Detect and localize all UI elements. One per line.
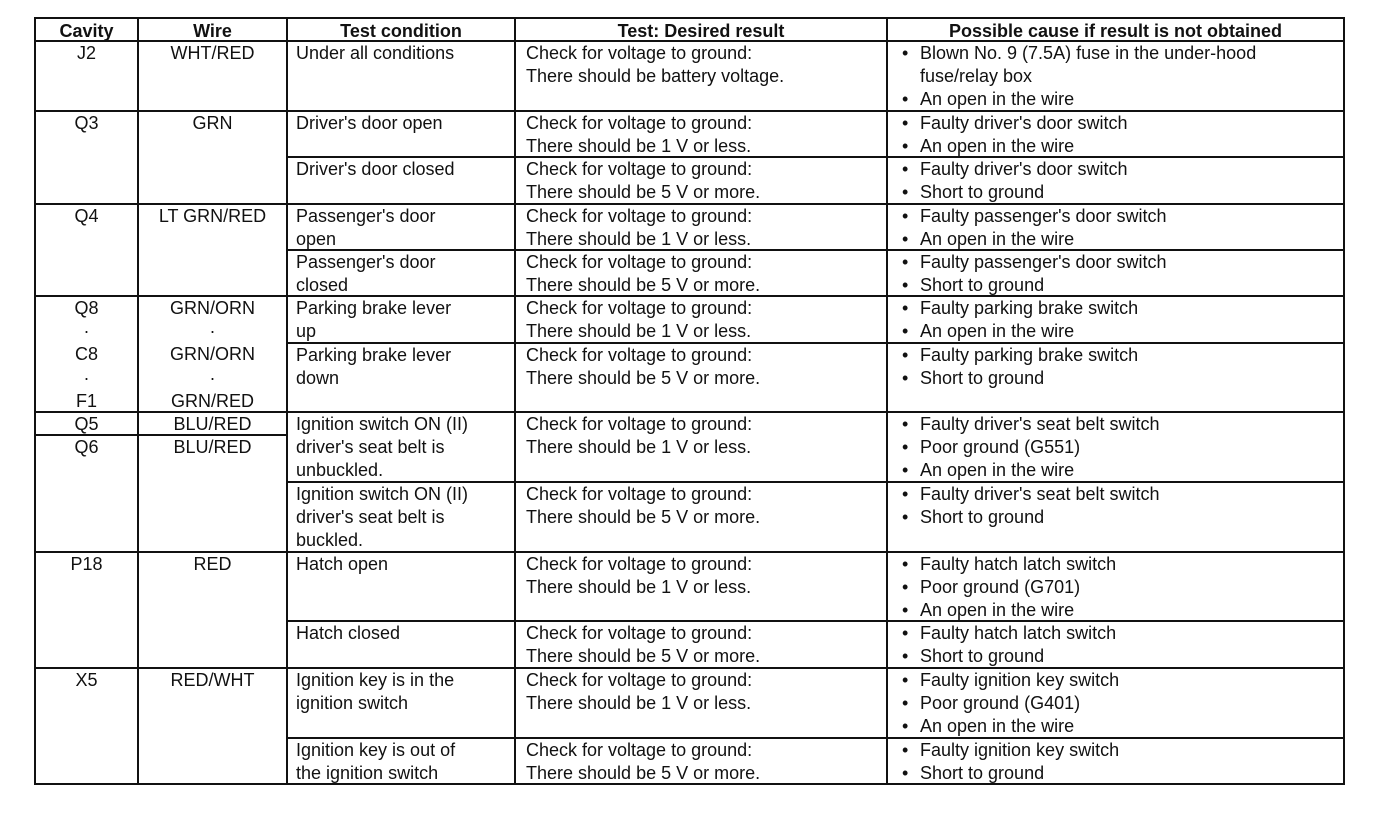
result-line: There should be 5 V or more. <box>526 507 761 528</box>
result-cell <box>526 553 752 599</box>
cause-text: An open in the wire <box>920 716 1075 737</box>
bullet-icon: • <box>902 298 909 318</box>
cause-text: Poor ground (G551) <box>920 437 1081 458</box>
cause-text: Faulty driver's door switch <box>920 113 1128 133</box>
cause-text: Short to ground <box>920 182 1045 203</box>
condition-line: Driver's door closed <box>296 159 455 179</box>
cause-text: Faulty parking brake switch <box>920 298 1139 318</box>
condition-cell <box>296 297 451 343</box>
bullet-icon: • <box>902 321 909 342</box>
cause-item <box>902 436 1160 459</box>
wire-line: GRN/RED <box>170 390 254 411</box>
result-line: Check for voltage to ground: <box>526 113 753 133</box>
cause-list <box>902 483 1160 529</box>
cavity-line: P18 <box>70 554 103 574</box>
condition-line: Hatch closed <box>296 623 401 643</box>
condition-cell <box>296 251 436 297</box>
bullet-icon: • <box>902 345 909 365</box>
cause-item <box>902 762 1119 785</box>
cause-text: Short to ground <box>920 368 1045 389</box>
cause-list <box>902 553 1116 623</box>
cavity-line: J2 <box>76 43 96 63</box>
header-wire: Wire <box>193 21 232 41</box>
result-line: There should be 5 V or more. <box>526 368 761 389</box>
cause-list <box>902 413 1160 483</box>
cause-list <box>902 297 1138 343</box>
condition-cell <box>296 553 388 576</box>
cause-item <box>902 65 1256 88</box>
bullet-icon: • <box>902 437 909 458</box>
result-line: There should be 5 V or more. <box>526 646 761 667</box>
bullet-icon: • <box>902 554 909 574</box>
cause-text: Faulty parking brake switch <box>920 345 1139 365</box>
header-test-condition: Test condition <box>340 21 462 41</box>
wire-cell <box>139 42 286 65</box>
bullet-icon: • <box>902 577 909 598</box>
cause-text: Short to ground <box>920 275 1045 296</box>
result-cell <box>526 251 760 297</box>
condition-cell <box>296 483 468 553</box>
condition-cell <box>296 669 454 715</box>
wire-cell <box>139 413 286 459</box>
cause-list <box>902 739 1119 785</box>
cause-item <box>902 181 1128 204</box>
result-line: Check for voltage to ground: <box>526 43 753 63</box>
cause-item <box>902 692 1119 715</box>
cause-text: Short to ground <box>920 507 1045 528</box>
condition-line: driver's seat belt is <box>296 437 445 458</box>
cavity-line: Q8 <box>74 298 99 318</box>
bullet-icon: • <box>902 716 909 737</box>
cause-list <box>902 42 1256 112</box>
result-line: There should be 5 V or more. <box>526 763 761 784</box>
rule-bottom <box>34 783 1345 785</box>
condition-cell <box>296 112 443 135</box>
cause-item <box>902 88 1256 111</box>
cause-item <box>902 483 1160 506</box>
condition-cell <box>296 42 454 65</box>
bullet-icon: • <box>902 252 909 272</box>
cavity-line: · <box>83 321 90 342</box>
wire-cell <box>139 553 286 576</box>
condition-cell <box>296 344 451 390</box>
cause-text: An open in the wire <box>920 600 1075 621</box>
cavity-line: Q4 <box>74 206 99 226</box>
condition-line: driver's seat belt is <box>296 507 445 528</box>
condition-line: Parking brake lever <box>296 345 452 365</box>
rule-subrow <box>286 249 1345 251</box>
header-desired-result: Test: Desired result <box>617 21 785 41</box>
cause-item <box>902 622 1116 645</box>
wire-cell <box>139 205 286 228</box>
bullet-icon: • <box>902 600 909 621</box>
cause-item <box>902 274 1167 297</box>
cavity-line: Q3 <box>74 113 99 133</box>
condition-cell <box>296 739 455 785</box>
bullet-icon: • <box>902 460 909 481</box>
result-line: Check for voltage to ground: <box>526 484 753 504</box>
cause-text: Faulty ignition key switch <box>920 670 1120 690</box>
cause-item <box>902 228 1167 251</box>
result-line: There should be 1 V or less. <box>526 577 752 598</box>
result-line: There should be 5 V or more. <box>526 275 761 296</box>
bullet-icon: • <box>902 368 909 389</box>
cause-text: An open in the wire <box>920 89 1075 110</box>
result-line: There should be 1 V or less. <box>526 693 752 714</box>
rule-subrow <box>286 620 1345 622</box>
cause-text: fuse/relay box <box>920 66 1033 87</box>
wire-cell <box>139 297 286 413</box>
bullet-icon: • <box>902 229 909 250</box>
cause-item <box>902 297 1138 320</box>
cavity-cell <box>36 413 137 459</box>
condition-line: Hatch open <box>296 554 389 574</box>
wire-line: · <box>209 367 216 388</box>
cause-text: Faulty passenger's door switch <box>920 206 1167 226</box>
condition-line: down <box>296 368 340 389</box>
result-line: Check for voltage to ground: <box>526 670 753 690</box>
condition-line: Ignition key is out of <box>296 740 456 760</box>
bullet-icon: • <box>902 670 909 690</box>
bullet-icon: • <box>902 159 909 179</box>
cause-item <box>902 553 1116 576</box>
cause-text: Faulty hatch latch switch <box>920 554 1117 574</box>
cause-item <box>902 739 1119 762</box>
cause-list <box>902 112 1128 158</box>
result-line: Check for voltage to ground: <box>526 554 753 574</box>
cause-item <box>902 344 1138 367</box>
cause-text: An open in the wire <box>920 460 1075 481</box>
bullet-icon: • <box>902 275 909 296</box>
bullet-icon: • <box>902 484 909 504</box>
cavity-cell <box>36 205 137 228</box>
cause-item <box>902 576 1116 599</box>
bullet-icon: • <box>902 693 909 714</box>
condition-line: ignition switch <box>296 693 409 714</box>
wire-line: · <box>209 321 216 342</box>
wire-line: RED/WHT <box>170 670 255 690</box>
cavity-line: F1 <box>75 390 97 411</box>
result-cell <box>526 297 752 343</box>
rule-q5-q6 <box>34 434 288 436</box>
cause-text: Short to ground <box>920 646 1045 667</box>
condition-line: Driver's door open <box>296 113 443 133</box>
cause-item <box>902 506 1160 529</box>
header-cavity: Cavity <box>59 21 114 41</box>
cause-list <box>902 205 1167 251</box>
cause-item <box>902 459 1160 482</box>
result-line: Check for voltage to ground: <box>526 345 753 365</box>
cavity-line: C8 <box>74 344 98 365</box>
cavity-cell <box>36 297 137 413</box>
result-line: Check for voltage to ground: <box>526 623 753 643</box>
result-line: There should be 1 V or less. <box>526 136 752 157</box>
result-cell <box>526 413 752 459</box>
bullet-icon: • <box>902 136 909 157</box>
result-line: There should be 1 V or less. <box>526 321 752 342</box>
cause-item <box>902 320 1138 343</box>
wire-line: BLU/RED <box>173 414 252 434</box>
result-cell <box>526 739 760 785</box>
result-line: Check for voltage to ground: <box>526 740 753 760</box>
cavity-line: X5 <box>75 670 98 690</box>
wire-line: GRN/ORN <box>170 298 255 318</box>
cause-text: Poor ground (G401) <box>920 693 1081 714</box>
bullet-icon: • <box>902 43 909 63</box>
result-line: There should be 1 V or less. <box>526 437 752 458</box>
cavity-cell <box>36 553 137 576</box>
wire-line: LT GRN/RED <box>158 206 267 226</box>
cause-text: Faulty hatch latch switch <box>920 623 1117 643</box>
bullet-icon: • <box>902 646 909 667</box>
condition-line: Parking brake lever <box>296 298 452 318</box>
cause-text: An open in the wire <box>920 229 1075 250</box>
result-cell <box>526 158 760 204</box>
condition-cell <box>296 413 468 483</box>
condition-line: the ignition switch <box>296 763 439 784</box>
cause-list <box>902 251 1167 297</box>
result-cell <box>526 42 784 88</box>
result-cell <box>526 483 760 529</box>
cavity-line: · <box>83 367 90 388</box>
cause-item <box>902 645 1116 668</box>
bullet-icon: • <box>902 113 909 133</box>
cause-item <box>902 205 1167 228</box>
header-possible-cause: Possible cause if result is not obtained <box>948 21 1283 41</box>
result-line: There should be battery voltage. <box>526 66 785 87</box>
cause-text: Poor ground (G701) <box>920 577 1081 598</box>
cause-item <box>902 669 1119 692</box>
cause-text: Faulty driver's seat belt switch <box>920 414 1160 434</box>
cause-list <box>902 344 1138 390</box>
result-cell <box>526 205 752 251</box>
cause-text: Faulty driver's seat belt switch <box>920 484 1160 504</box>
condition-cell <box>296 622 400 645</box>
condition-line: Ignition switch ON (II) <box>296 484 469 504</box>
result-cell <box>526 112 752 158</box>
cause-text: Faulty driver's door switch <box>920 159 1128 179</box>
result-line: Check for voltage to ground: <box>526 206 753 226</box>
result-line: Check for voltage to ground: <box>526 159 753 179</box>
result-line: There should be 5 V or more. <box>526 182 761 203</box>
condition-line: unbuckled. <box>296 460 384 481</box>
wire-line: WHT/RED <box>170 43 255 63</box>
condition-line: Ignition key is in the <box>296 670 455 690</box>
cause-text: Faulty passenger's door switch <box>920 252 1167 272</box>
wire-cell <box>139 669 286 692</box>
result-line: Check for voltage to ground: <box>526 414 753 434</box>
result-cell <box>526 622 760 668</box>
cause-item <box>902 251 1167 274</box>
bullet-icon: • <box>902 89 909 110</box>
wire-cell <box>139 112 286 135</box>
cause-list <box>902 622 1116 668</box>
bullet-icon: • <box>902 507 909 528</box>
cause-text: Faulty ignition key switch <box>920 740 1120 760</box>
cause-text: An open in the wire <box>920 321 1075 342</box>
condition-cell <box>296 205 436 251</box>
cause-item <box>902 715 1119 738</box>
condition-line: Under all conditions <box>296 43 455 63</box>
result-line: There should be 1 V or less. <box>526 229 752 250</box>
condition-line: closed <box>296 275 349 296</box>
result-cell <box>526 344 760 390</box>
condition-line: Passenger's door <box>296 252 436 272</box>
bullet-icon: • <box>902 182 909 203</box>
wire-line: GRN/ORN <box>170 344 255 365</box>
wire-line: BLU/RED <box>173 437 252 458</box>
cause-item <box>902 135 1128 158</box>
cause-item <box>902 42 1256 65</box>
result-cell <box>526 669 752 715</box>
wire-line: RED <box>193 554 232 574</box>
condition-cell <box>296 158 455 181</box>
condition-line: open <box>296 229 337 250</box>
result-line: Check for voltage to ground: <box>526 252 753 272</box>
cavity-line: Q6 <box>74 437 99 458</box>
condition-line: Ignition switch ON (II) <box>296 414 469 434</box>
cavity-cell <box>36 669 137 692</box>
cause-list <box>902 158 1128 204</box>
wire-line: GRN <box>192 113 233 133</box>
condition-line: up <box>296 321 317 342</box>
cavity-line: Q5 <box>74 414 99 434</box>
condition-line: Passenger's door <box>296 206 436 226</box>
cause-item <box>902 112 1128 135</box>
condition-line: buckled. <box>296 530 364 551</box>
cavity-cell <box>36 112 137 135</box>
cause-list <box>902 669 1119 739</box>
bullet-icon: • <box>902 763 909 784</box>
cause-item <box>902 413 1160 436</box>
cause-item <box>902 158 1128 181</box>
cause-item <box>902 367 1138 390</box>
bullet-icon: • <box>902 206 909 226</box>
cause-text: An open in the wire <box>920 136 1075 157</box>
bullet-icon: • <box>902 623 909 643</box>
result-line: Check for voltage to ground: <box>526 298 753 318</box>
cavity-cell <box>36 42 137 65</box>
bullet-icon: • <box>902 414 909 434</box>
bullet-icon: • <box>902 740 909 760</box>
cause-text: Blown No. 9 (7.5A) fuse in the under-hood <box>920 43 1257 63</box>
cause-text: Short to ground <box>920 763 1045 784</box>
